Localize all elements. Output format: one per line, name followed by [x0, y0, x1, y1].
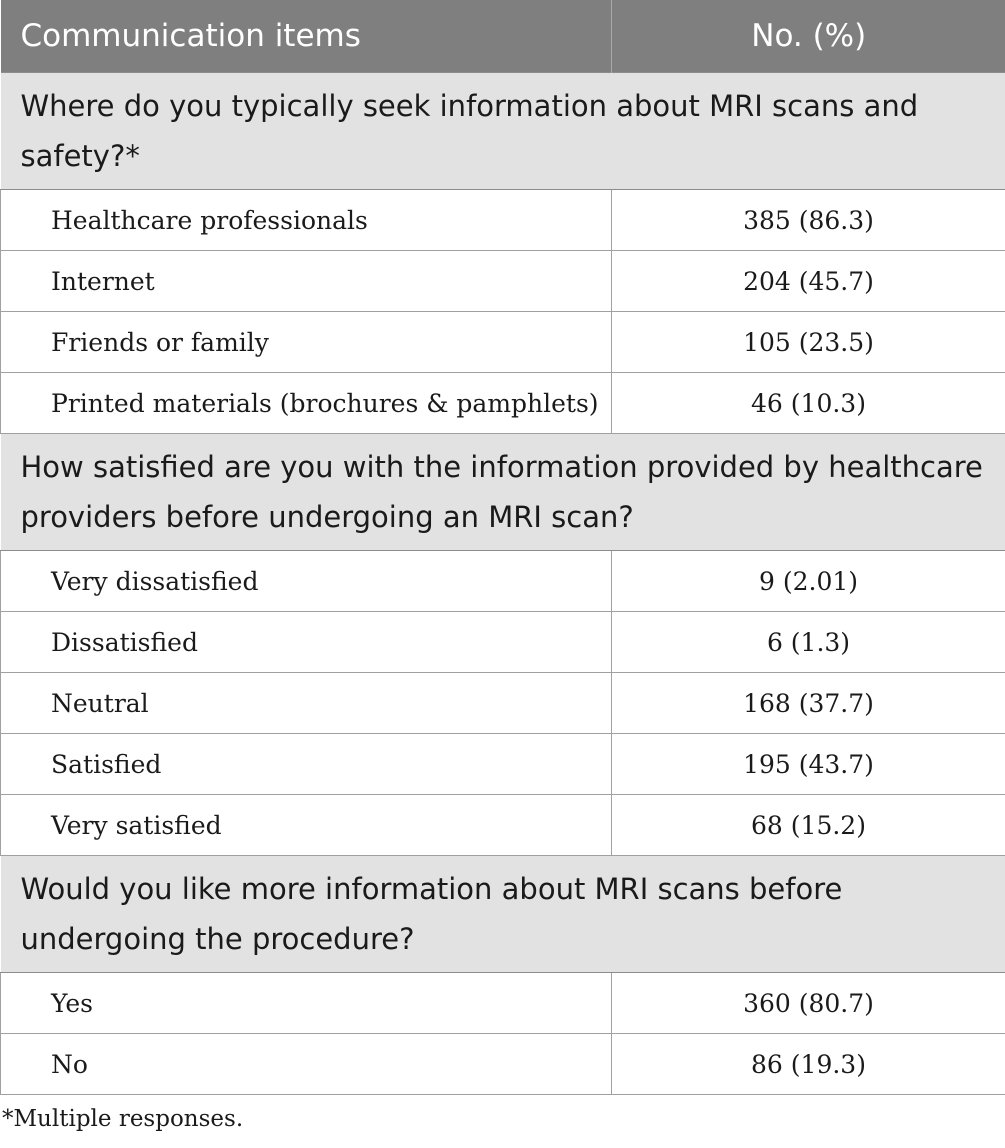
row-value: 360 (80.7) [612, 973, 1005, 1034]
section-question: Where do you typically seek information about MRI scans and safety?* [1, 73, 1005, 190]
row-label: No [1, 1034, 612, 1095]
table-row [1, 251, 1005, 312]
table-row [1, 551, 1005, 612]
row-value: 195 (43.7) [612, 734, 1005, 795]
row-value: 385 (86.3) [612, 190, 1005, 251]
row-value: 46 (10.3) [612, 373, 1005, 434]
row-label: Friends or family [1, 312, 612, 373]
row-label: Neutral [1, 673, 612, 734]
row-label: Yes [1, 973, 612, 1034]
table-row [1, 795, 1005, 856]
table-row [1, 373, 1005, 434]
row-label: Printed materials (brochures & pamphlets) [1, 373, 612, 434]
table-footnote: *Multiple responses. [2, 1106, 244, 1132]
header-row [1, 0, 1005, 73]
column-header-count: No. (%) [612, 0, 1005, 73]
row-value: 68 (15.2) [612, 795, 1005, 856]
row-value: 9 (2.01) [612, 551, 1005, 612]
section-row [1, 434, 1005, 551]
row-label: Very satisfied [1, 795, 612, 856]
row-value: 204 (45.7) [612, 251, 1005, 312]
row-label: Satisfied [1, 734, 612, 795]
section-row [1, 73, 1005, 190]
table-row [1, 612, 1005, 673]
section-row [1, 856, 1005, 973]
row-label: Internet [1, 251, 612, 312]
table-row [1, 190, 1005, 251]
table-row [1, 312, 1005, 373]
row-value: 105 (23.5) [612, 312, 1005, 373]
row-value: 86 (19.3) [612, 1034, 1005, 1095]
column-header-items: Communication items [1, 0, 612, 73]
table-row [1, 734, 1005, 795]
row-label: Healthcare professionals [1, 190, 612, 251]
table-row [1, 1034, 1005, 1095]
row-value: 168 (37.7) [612, 673, 1005, 734]
table-row [1, 973, 1005, 1034]
row-label: Very dissatisfied [1, 551, 612, 612]
row-value: 6 (1.3) [612, 612, 1005, 673]
section-question: How satisfied are you with the information provided by healthcare providers before undergoing an MRI scan? [1, 434, 1005, 551]
section-question: Would you like more information about MRI scans before undergoing the procedure? [1, 856, 1005, 973]
table-row [1, 673, 1005, 734]
row-label: Dissatisfied [1, 612, 612, 673]
